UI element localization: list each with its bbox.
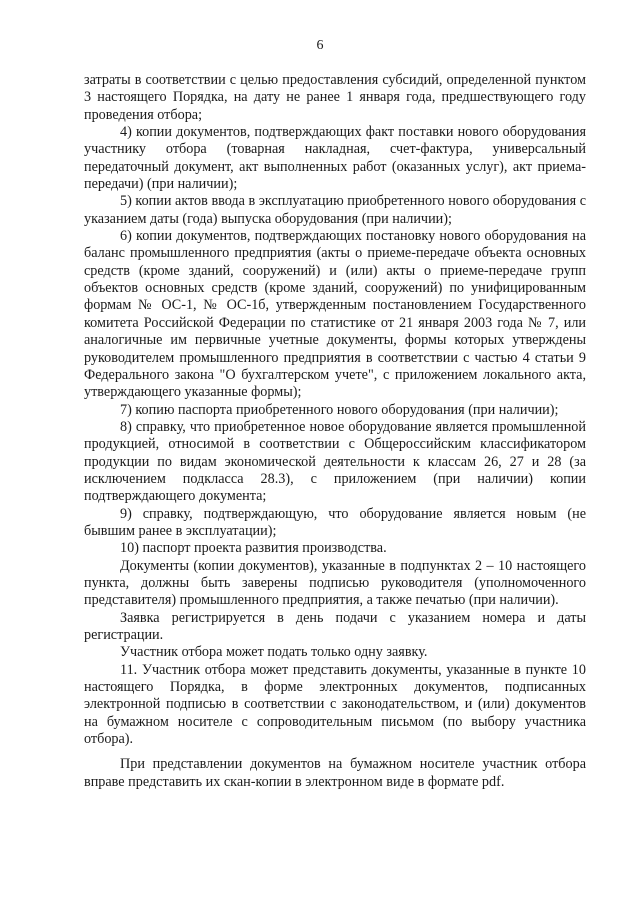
paragraph-item-7: 7) копию паспорта приобретенного нового оборудования (при наличии); xyxy=(120,401,559,418)
paragraph-paper-submission: При представлении документов на бумажном носителе участник отбора вправе представить их скан-копии в электронном виде в формате pdf. xyxy=(84,756,586,790)
paragraph-application-registration: Заявка регистрируется в день подачи с указанием номера и даты регистрации. xyxy=(84,609,586,643)
paragraph-item-4: 4) копии документов, подтверждающих факт поставки нового оборудования участнику отбора (товарная накладная, счет-фактура, универсальный передаточный документ, акт выполненных работ (оказанных услуг), акт приема-передачи) (при наличии); xyxy=(84,124,586,193)
page-number: 6 xyxy=(316,38,324,53)
paragraph-single-application: Участник отбора может подать только одну заявку. xyxy=(120,644,428,661)
paragraph-item-8: 8) справку, что приобретенное новое оборудование является промышленной продукцией, относимой в соответствии с Общероссийским классификатором продукции по видам экономической деятельности к классам 26, 27 и 28 (за исключением подкласса 28.3), с приложением (при наличии) копии подтверждающего документа; xyxy=(84,418,586,505)
paragraph-item-10: 10) паспорт проекта развития производства. xyxy=(120,540,387,557)
document-body xyxy=(84,72,586,791)
paragraph-documents-certification: Документы (копии документов), указанные в подпунктах 2 – 10 настоящего пункта, должны быть заверены подписью руководителя (уполномоченного представителя) промышленного предприятия, а также печатью (при наличии). xyxy=(84,557,586,609)
paragraph-item-6: 6) копии документов, подтверждающих постановку нового оборудования на баланс промышленного предприятия (акты о приеме-передаче объекта основных средств (кроме зданий, сооружений) и (или) акты о приеме-передаче групп объектов основных средств (кроме зданий, сооружений) по унифицированным формам № ОС-1, № ОС-1б, утвержденным постановлением Государственного комитета Российской Федерации по статистике от 21 января 2003 года № 7, или аналогичные им первичные учетные документы, формы которых утверждены руководителем промышленного предприятия в соответствии с частью 4 статьи 9 Федерального закона "О бухгалтерском учете", с приложением локального акта, утверждающего указанные формы); xyxy=(84,228,586,401)
paragraph-item-9: 9) справку, подтверждающую, что оборудование является новым (не бывшим ранее в эксплуатации); xyxy=(84,505,586,539)
paragraph-item-11: 11. Участник отбора может представить документы, указанные в пункте 10 настоящего Порядка, в форме электронных документов, подписанных электронной подписью в соответствии с законодательством, и (или) документов на бумажном носителе с сопроводительным письмом (по выбору участника отбора). xyxy=(84,661,586,748)
paragraph-item-5: 5) копии актов ввода в эксплуатацию приобретенного нового оборудования с указанием даты (года) выпуска оборудования (при наличии); xyxy=(84,193,586,227)
paragraph-continuation: затраты в соответствии с целью предоставления субсидий, определенной пунктом 3 настоящего Порядка, на дату не ранее 1 января года, предшествующего году проведения отбора; xyxy=(84,72,586,123)
